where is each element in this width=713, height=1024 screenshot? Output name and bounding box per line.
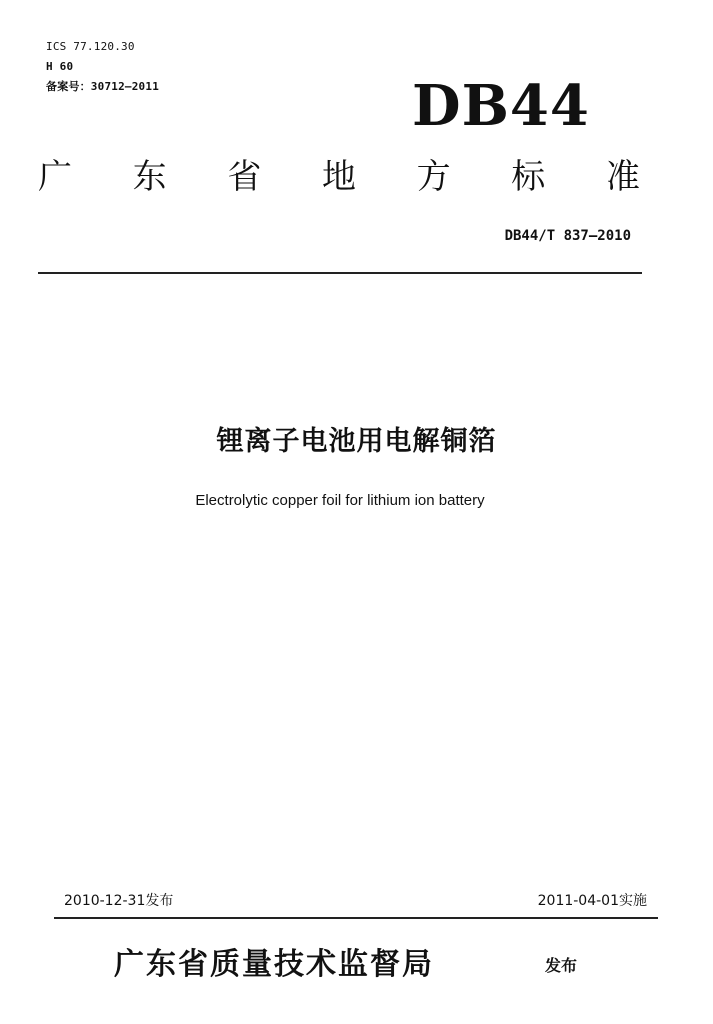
- document-title-english: Electrolytic copper foil for lithium ion battery: [195, 492, 485, 509]
- title-char: 东: [132, 157, 167, 197]
- publisher-name: 广东省质量技术监督局: [114, 947, 434, 982]
- classification-code: H 60: [46, 60, 74, 73]
- footer-divider: [54, 917, 658, 919]
- implementation-date: 2011-04-01实施: [537, 893, 647, 909]
- title-char: 省: [227, 157, 262, 197]
- title-char: 广: [38, 157, 72, 197]
- standard-code-logo: DB44: [412, 73, 590, 139]
- standard-category-title: [38, 154, 640, 200]
- title-char: 方: [416, 157, 451, 197]
- record-number: 备案号：30712—2011: [46, 80, 160, 93]
- title-char: 标: [511, 157, 546, 197]
- issue-date: 2010-12-31发布: [64, 893, 174, 909]
- title-char: 地: [321, 157, 356, 197]
- standard-number: DB44/T 837—2010: [504, 228, 631, 244]
- ics-code: ICS 77.120.30: [46, 40, 135, 53]
- document-title-chinese: 锂离子电池用电解铜箔: [216, 426, 497, 457]
- title-char: 准: [605, 157, 640, 197]
- publish-label: 发布: [545, 956, 578, 975]
- header-divider: [38, 272, 642, 274]
